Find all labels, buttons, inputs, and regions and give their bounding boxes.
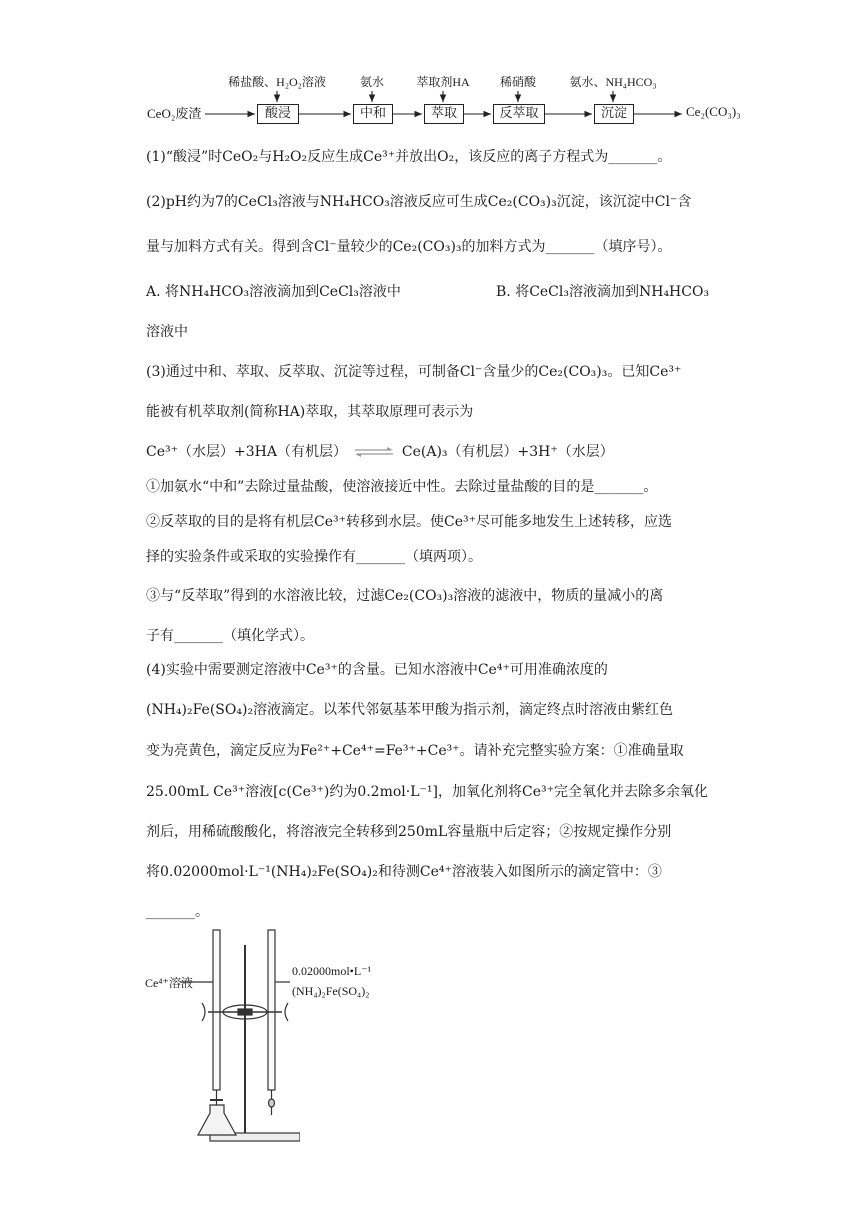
step-box: 沉淀 — [594, 104, 634, 124]
extraction-equation — [146, 442, 614, 462]
question-4-line1: (4)实验中需要测定溶液中Ce³⁺的含量。已知水溶液中Ce⁴⁺可用准确浓度的 — [146, 662, 608, 678]
flow-start: CeO₂废渣 — [147, 106, 202, 121]
flow-arrows — [0, 0, 860, 130]
question-4-line5: 剂后，用稀硫酸酸化，将溶液完全转移到250mL容量瓶中后定容；②按规定操作分别 — [146, 824, 672, 840]
equation-left: Ce³⁺（水层）+3HA（有机层） — [146, 444, 347, 460]
reagent-label: 稀硝酸 — [499, 75, 537, 89]
question-4-line3: 变为亮黄色，滴定反应为Fe²⁺+Ce⁴⁺=Fe³⁺+Ce³⁺。请补充完整实验方案：①准确量取 — [146, 743, 684, 759]
equilibrium-arrow-icon — [353, 446, 395, 458]
step-box: 反萃取 — [493, 104, 545, 124]
question-3-part1: ①加氨水“中和”去除过量盐酸，使溶液接近中性。去除过量盐酸的目的是_______。 — [146, 479, 658, 495]
option-b-continued: 溶液中 — [146, 324, 188, 340]
step-box: 萃取 — [424, 104, 464, 124]
question-2-line1: (2)pH约为7的CeCl₃溶液与NH₄HCO₃溶液反应可生成Ce₂(CO₃)₃沉淀，该沉淀中Cl⁻含 — [146, 194, 692, 210]
reagent-label: 氨水、NH₄HCO₃ — [569, 75, 657, 89]
question-4-line4: 25.00mL Ce³⁺溶液[c(Ce³⁺)约为0.2mol·L⁻¹]，加氧化剂将Ce³⁺完全氧化并去除多余氧化 — [146, 784, 708, 800]
question-4-line6: 将0.02000mol·L⁻¹(NH₄)₂Fe(SO₄)₂和待测Ce⁴⁺溶液装入如图所示的滴定管中：③ — [146, 864, 662, 880]
titration-stand-icon — [140, 925, 300, 1150]
question-4-line2: (NH₄)₂Fe(SO₄)₂溶液滴定。以苯代邻氨基苯甲酸为指示剂，滴定终点时溶液由紫红色 — [146, 702, 674, 718]
step-box: 中和 — [353, 104, 393, 124]
reagent-label: 稀盐酸、H₂O₂溶液 — [228, 75, 326, 89]
question-3-part3-line2: 子有_______（填化学式）。 — [146, 628, 314, 644]
reagent-label: 氨水 — [359, 75, 385, 89]
option-b: B. 将CeCl₃溶液滴加到NH₄HCO₃ — [496, 284, 710, 300]
question-3-line1: (3)通过中和、萃取、反萃取、沉淀等过程，可制备Cl⁻含量少的Ce₂(CO₃)₃。已知Ce³⁺ — [146, 364, 682, 380]
question-4-line7: _______。 — [146, 904, 209, 920]
question-3-part2-line1: ②反萃取的目的是将有机层Ce³⁺转移到水层。使Ce³⁺尽可能多地发生上述转移，应选 — [146, 514, 672, 530]
question-3-part3-line1: ③与“反萃取”得到的水溶液比较，过滤Ce₂(CO₃)₃溶液的滤液中，物质的量减小的离 — [146, 588, 664, 604]
left-burette-label: Ce⁴⁺溶液 — [145, 976, 193, 990]
right-burette-label-2: (NH₄)₂Fe(SO₄)₂ — [292, 984, 370, 998]
question-3-part2-line2: 择的实验条件或采取的实验操作有_______（填两项）。 — [146, 549, 482, 565]
question-2-line2: 量与加料方式有关。得到含Cl⁻量较少的Ce₂(CO₃)₃的加料方式为_______（填序号）。 — [146, 239, 672, 255]
question-1: (1)“酸浸”时CeO₂与H₂O₂反应生成Ce³⁺并放出O₂，该反应的离子方程式为_______。 — [146, 149, 672, 165]
reagent-label: 萃取剂HA — [416, 75, 470, 89]
step-box: 酸浸 — [257, 104, 299, 124]
right-burette-label-1: 0.02000mol•L⁻¹ — [292, 964, 372, 978]
question-3-line2: 能被有机萃取剂(简称HA)萃取，其萃取原理可表示为 — [146, 404, 474, 420]
flow-end: Ce₂(CO₃)₃ — [686, 104, 741, 119]
equation-right: Ce(A)₃（有机层）+3H⁺（水层） — [401, 444, 614, 460]
option-a: A. 将NH₄HCO₃溶液滴加到CeCl₃溶液中 — [146, 284, 401, 300]
